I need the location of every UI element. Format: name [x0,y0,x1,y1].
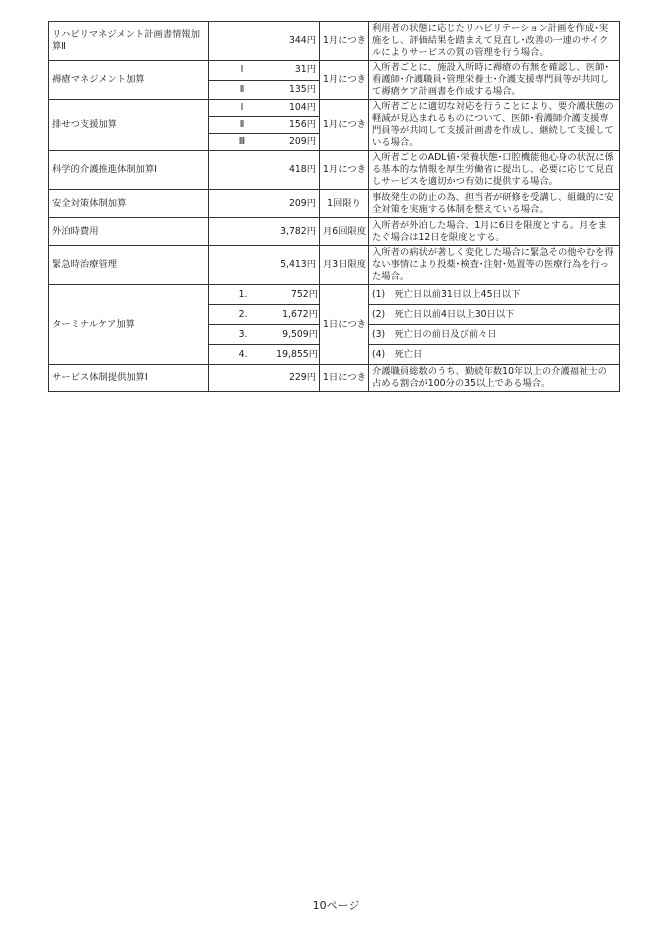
table-row [49,190,620,218]
item-sub-amount [209,345,320,365]
item-sub-amount [209,61,320,81]
item-sub-amount [209,117,320,134]
item-description: 入所者ごとに、施設入所時に褥瘡の有無を確認し、医師･看護師･介護職員･管理栄養士･介護支援専門員等が共同して褥瘡ケア計画書を作成する場合。 [369,61,620,100]
item-sub-amount [209,285,320,305]
item-name: 外泊時費用 [49,218,209,246]
item-unit: 1月につき [320,61,369,100]
item-amount: 5,413円 [209,246,320,285]
item-description: (1) 死亡日以前31日以上45日以下 [369,285,620,305]
item-name: 科学的介護推進体制加算Ⅰ [49,151,209,190]
item-description: (2) 死亡日以前4日以上30日以下 [369,305,620,325]
item-name: 褥瘡マネジメント加算 [49,61,209,100]
item-sub-amount [209,325,320,345]
item-level: Ⅱ [239,119,245,130]
item-unit: 月3日限度 [320,246,369,285]
item-unit: 1日につき [320,285,369,365]
item-name: 緊急時治療管理 [49,246,209,285]
item-description: 介護職員総数のうち、勤続年数10年以上の介護福祉士の占める割合が100分の35以上である場合。 [369,365,620,392]
item-amount: 1,672円 [282,308,318,320]
item-unit: 1月につき [320,22,369,61]
item-amount: 229円 [209,365,320,392]
item-amount: 209円 [288,136,316,147]
table-row [49,22,620,61]
item-sub-amount [209,305,320,325]
fee-table [48,21,620,392]
item-unit: 1日につき [320,365,369,392]
item-amount: 19,855円 [276,348,318,360]
table-row [49,285,620,305]
item-name: 安全対策体制加算 [49,190,209,218]
item-description: 入所者ごとのADL値･栄養状態･口腔機能他心身の状況に係る基本的な情報を厚生労働省に提出し、必要に応じて見直しサービスを適切かつ有効に提供する場合。 [369,151,620,190]
item-level: 1. [238,288,248,300]
table-row [49,246,620,285]
item-description: 事故発生の防止の為、担当者が研修を受講し、組織的に安全対策を実施する体制を整えている場合。 [369,190,620,218]
item-amount: 3,782円 [209,218,320,246]
item-name: リハビリマネジメント計画書情報加算Ⅱ [49,22,209,61]
table-row [49,100,620,117]
item-amount: 104円 [288,102,316,113]
table-row [49,61,620,81]
table-row [49,365,620,392]
item-sub-amount [209,80,320,100]
item-level: 3. [238,328,248,340]
table-row [49,151,620,190]
item-description: 入所者の病状が著しく変化した場合に緊急その他やむを得ない事情により投薬･検査･注射･処置等の医療行為を行った場合。 [369,246,620,285]
item-unit: 1回限り [320,190,369,218]
item-amount: 344円 [209,22,320,61]
item-amount: 31円 [294,64,316,76]
item-name: 排せつ支援加算 [49,100,209,151]
page-number: 10ページ [312,899,360,912]
item-description: 利用者の状態に応じたリハビリテーション計画を作成･実施をし、評価結果を踏まえて見直し･改善の一連のサイクルによりサービスの質の管理を行う場合。 [369,22,620,61]
item-sub-amount [209,100,320,117]
table-row [49,218,620,246]
item-amount: 9,509円 [282,328,318,340]
item-unit: 1月につき [320,151,369,190]
item-level: 2. [238,308,248,320]
item-unit: 月6回限度 [320,218,369,246]
item-amount: 209円 [209,190,320,218]
item-level: 4. [238,348,248,360]
item-description: (3) 死亡日の前日及び前々日 [369,325,620,345]
item-name: ターミナルケア加算 [49,285,209,365]
item-sub-amount [209,134,320,151]
item-level: Ⅱ [239,83,245,95]
item-name: サービス体制提供加算Ⅰ [49,365,209,392]
item-description: (4) 死亡日 [369,345,620,365]
item-amount: 418円 [209,151,320,190]
item-amount: 752円 [290,288,318,300]
item-amount: 135円 [288,83,316,95]
item-amount: 156円 [288,119,316,130]
item-unit: 1月につき [320,100,369,151]
item-description: 入所者ごとに適切な対応を行うことにより、要介護状態の軽減が見込まれるものについて、医師･看護師介護支援専門員等が共同して支援計画書を作成し、継続して支援している場合。 [369,100,620,151]
item-level: Ⅲ [238,136,246,147]
item-level: Ⅰ [240,64,244,76]
item-level: Ⅰ [240,102,244,113]
item-description: 入所者が外泊した場合、1月に6日を限度とする。月をまたぐ場合は12日を限度とする。 [369,218,620,246]
